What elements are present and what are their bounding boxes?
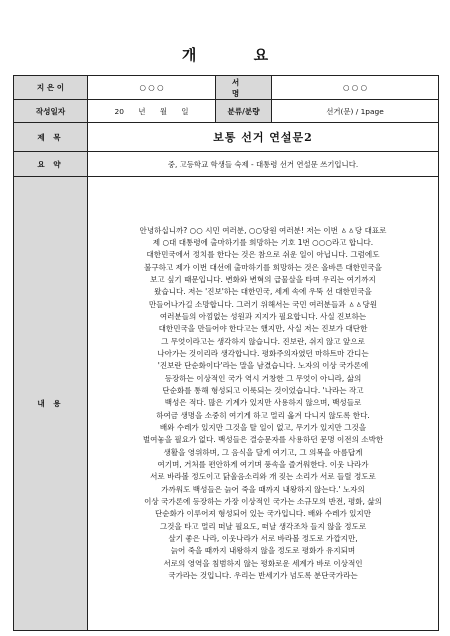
- date-month-unit: 월: [159, 106, 167, 116]
- author-value: ○ ○ ○: [88, 76, 216, 100]
- content-body-text: 안녕하십니까? ○○ 시민 여러분, ○○당원 여러분! 저는 이번 ㅿㅿ당 대표로 제 ○대 대통령에 출마하기를 희망하는 기호 1번 ○○○라고 합니다. 대한민국에서 정치를 한다는 것은 참으로 쉬운 일이 아닙니다. 그럼에도 불구하고 제가 이번 대선에 출마하기를 희망하는 것은 올바른 대한민국을 보고 싶기 때문입니다. 변화와 변혁의 급물살을 타며 우리는 여기까지 왔습니다. 저는 '진보'하는 대한민국, 세계 속에 우뚝 선 대한민국을 만들어나가길 소망합니다. 그러기 위해서는 국민 여러분들과 ㅿㅿ당원 여러분들의 아낌없는 성원과 지지가 필요합니다. 사실 진보하는 대한민국을 만들어야 한다고는 했지만, 사실 저는 진보가 대단한 그 무엇이라고는 생각하지 않습니다. 진보란, 쉬지 않고 앞으로 나아가는 것이리라 생각합니다. 평화주의자였던 마하트마 간디는 '진보란 단순화이다'라는 말을 남겼습니다. 노자의 이상 국가론에 등장하는 이상적인 국가 역시 거창한 그 무엇이 아니라, 삶의 단순화를 통해 형성되고 이룩되는 것이었습니다. '나라는 작고 백성은 적다. 많은 기계가 있지만 사용하지 않으며, 백성들로 하여금 생명을 소중히 여기게 하고 멀리 옮겨 다니지 않도록 한다. 배와 수레가 있지만 그것을 탈 일이 없고, 무기가 있지만 그것을 벌여놓을 필요가 없다. 백성들은 결승문자를 사용하던 문명 이전의 소박한 생활을 영위하며, 그 음식을 달게 여기고, 그 의복을 아름답게 여기며, 거처를 편안하게 여기며 풍속을 즐거워한다. 이웃 나라가 서로 바라볼 정도이고 닭울음소리와 개 짖는 소리가 서로 들릴 정도로 가까워도 백성들은 늙어 죽을 때까지 내왕하지 않는다.' 노자의 이상 국가론에 등장하는 가장 이상적인 국가는 소규모의 반전, 평화, 삶의 단순화가 이루어져 형성되어 있는 국가입니다. 배와 수레가 있지만 그것을 타고 멀리 떠날 필요도, 떠날 생각조차 들지 않을 정도로 살기 좋은 나라, 이웃나라가 서로 바라볼 정도로 가깝지만, 늙어 죽을 때까지 내왕하지 않을 정도로 평화가 유지되며 서로의 영역을 침범하지 않는 평화로운 세계가 바로 이상적인 국가라는 것입니다. 우리는 반세기가 넘도록 분단국가라는: [139, 225, 387, 581]
- content-cell: [88, 177, 439, 631]
- summary-label: 요 약: [14, 152, 88, 177]
- signature-value: ○ ○ ○: [272, 76, 439, 100]
- author-label: 지 은 이: [14, 76, 88, 100]
- content-row: [14, 177, 439, 631]
- date-label: 작성일자: [14, 100, 88, 123]
- date-year-unit: 년: [138, 106, 146, 116]
- content-label: 내 용: [14, 177, 88, 631]
- date-value: [88, 100, 216, 123]
- category-label: 분류/분량: [216, 100, 272, 123]
- subject-label: 제 목: [14, 123, 88, 152]
- date-year: 20: [114, 106, 124, 116]
- date-day-unit: 일: [181, 106, 189, 116]
- subject-title-text: 보통 선거 연설문2: [213, 131, 313, 144]
- summary-form-table: [13, 75, 439, 631]
- date-row: [14, 100, 439, 123]
- signature-label: 서 명: [216, 76, 272, 100]
- author-row: [14, 76, 439, 100]
- summary-value: 중, 고등학교 학생들 숙제 - 대통령 선거 연설문 쓰기입니다.: [88, 152, 439, 177]
- subject-value: [88, 123, 439, 152]
- document-title: 개 요: [181, 46, 295, 64]
- category-value: 선거(문) / 1page: [272, 100, 439, 123]
- subject-row: [14, 123, 439, 152]
- summary-row: [14, 152, 439, 177]
